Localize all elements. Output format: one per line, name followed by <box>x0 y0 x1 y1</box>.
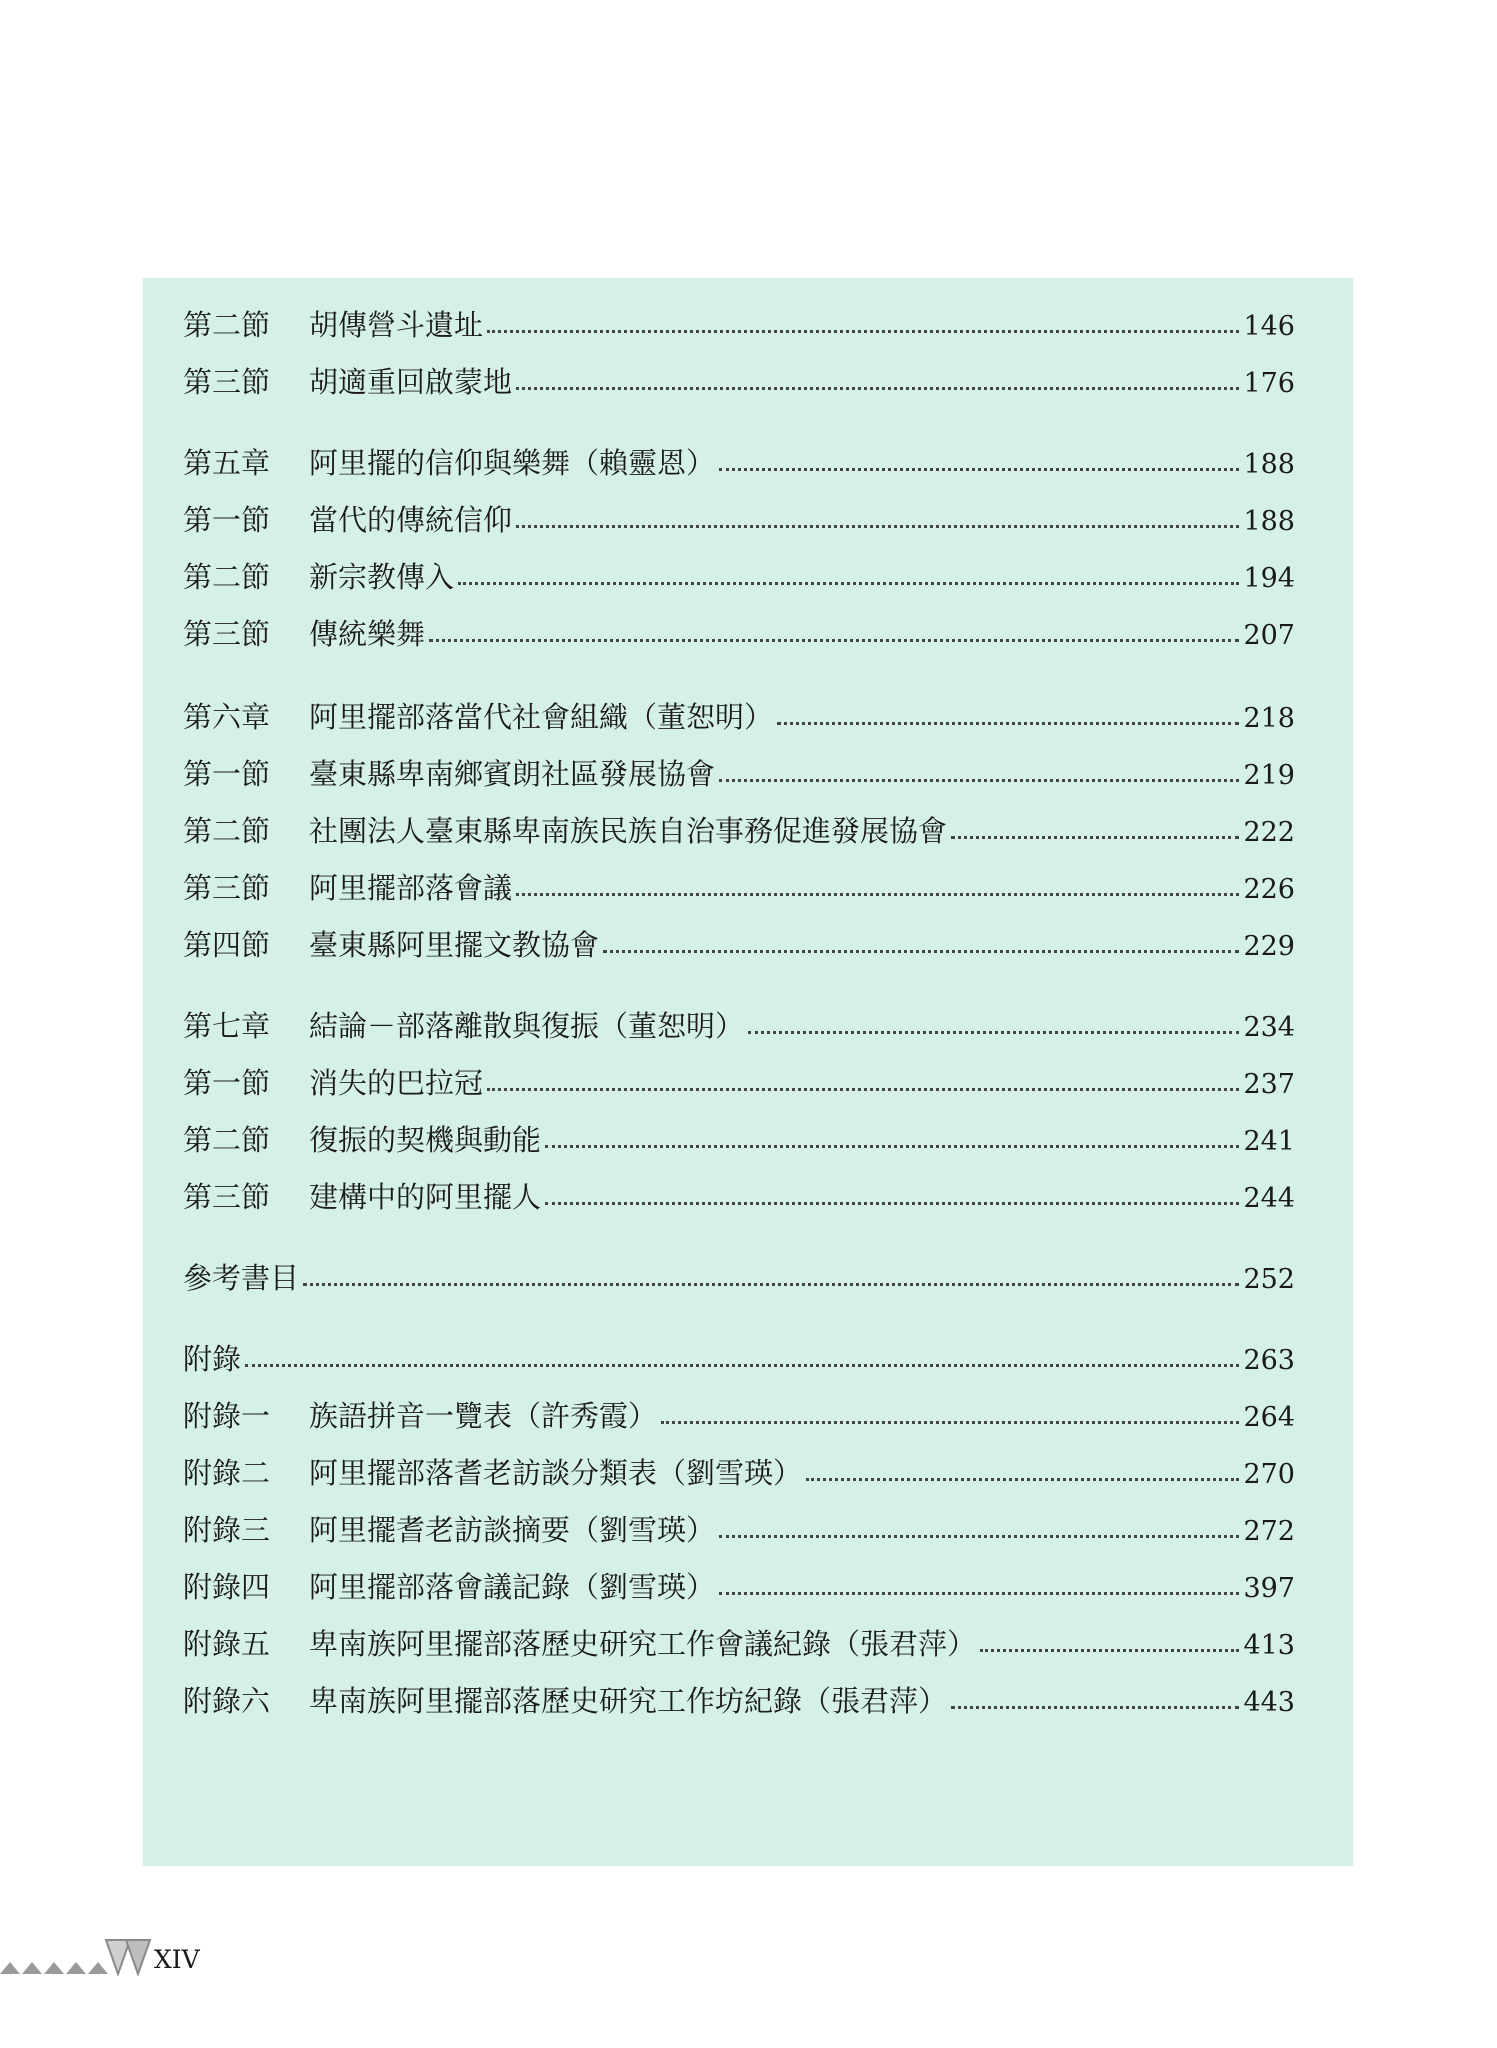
dot-leader <box>806 1478 1239 1481</box>
toc-entry-page: 218 <box>1243 703 1295 734</box>
page-number: XIV <box>154 1945 200 1974</box>
toc-entry-label: 附錄六 <box>183 1684 271 1718</box>
toc-entry-page: 146 <box>1243 311 1295 342</box>
toc-entry-title: 傳統樂舞 <box>309 617 426 651</box>
toc-entry-page: 272 <box>1243 1516 1295 1547</box>
toc-entry-page: 237 <box>1243 1069 1295 1100</box>
toc-entry-page: 188 <box>1243 449 1295 480</box>
toc-entry[interactable] <box>183 1613 1295 1659</box>
toc-entry-page: 222 <box>1243 817 1295 848</box>
toc-entry-title: 臺東縣阿里擺文教協會 <box>309 928 600 962</box>
toc-entry[interactable] <box>183 743 1295 789</box>
toc-entry-title: 結論－部落離散與復振（董恕明） <box>309 1009 745 1043</box>
toc-entry-page: 229 <box>1243 931 1295 962</box>
toc-entry-label: 附錄三 <box>183 1513 271 1547</box>
toc-section-bibliography[interactable] <box>183 1247 1295 1293</box>
toc-entry-title: 卑南族阿里擺部落歷史研究工作會議紀錄（張君萍） <box>309 1627 977 1661</box>
toc-entry-label: 附錄一 <box>183 1399 271 1433</box>
toc-entry-page: 264 <box>1243 1402 1295 1433</box>
dot-leader <box>458 582 1239 585</box>
toc-entry-label: 第二節 <box>183 814 271 848</box>
dot-leader <box>516 525 1239 528</box>
toc-entry[interactable] <box>183 546 1295 592</box>
dot-leader <box>245 1364 1239 1367</box>
dot-leader <box>951 836 1239 839</box>
toc-entry[interactable] <box>183 1385 1295 1431</box>
toc-entry[interactable] <box>183 294 1295 340</box>
toc-section-appendix[interactable] <box>183 1328 1295 1374</box>
toc-entry-label: 附錄二 <box>183 1456 271 1490</box>
toc-entry-page: 252 <box>1243 1264 1295 1295</box>
toc-entry-title: 阿里擺部落會議 <box>309 871 513 905</box>
dot-leader <box>951 1706 1239 1709</box>
dot-leader <box>545 1145 1239 1148</box>
dot-leader <box>429 639 1239 642</box>
toc-entry-page: 244 <box>1243 1183 1295 1214</box>
toc-entry-page: 397 <box>1243 1573 1295 1604</box>
toc-entry-title: 參考書目 <box>183 1261 300 1295</box>
dot-leader <box>516 387 1239 390</box>
toc-entry-label: 第六章 <box>183 700 271 734</box>
toc-entry-title: 新宗教傳入 <box>309 560 455 594</box>
toc-entry[interactable] <box>183 1109 1295 1155</box>
toc-entry-title: 阿里擺部落當代社會組織（董恕明） <box>309 700 774 734</box>
toc-entry-title: 阿里擺的信仰與樂舞（賴靈恩） <box>309 446 716 480</box>
toc-entry-label: 第五章 <box>183 446 271 480</box>
toc-entry-label: 第四節 <box>183 928 271 962</box>
dot-leader <box>980 1649 1239 1652</box>
toc-entry[interactable] <box>183 1556 1295 1602</box>
toc-entry-title: 消失的巴拉冠 <box>309 1066 484 1100</box>
toc-entry-title: 族語拼音一覽表（許秀霞） <box>309 1399 658 1433</box>
toc-chapter[interactable] <box>183 432 1295 478</box>
toc-entry-page: 270 <box>1243 1459 1295 1490</box>
toc-entry[interactable] <box>183 1052 1295 1098</box>
toc-entry[interactable] <box>183 1166 1295 1212</box>
dot-leader <box>748 1031 1239 1034</box>
dot-leader <box>719 1592 1239 1595</box>
dot-leader <box>303 1283 1239 1286</box>
table-of-contents <box>143 278 1353 1866</box>
toc-entry-page: 194 <box>1243 563 1295 594</box>
toc-entry-page: 234 <box>1243 1012 1295 1043</box>
toc-entry-label: 第二節 <box>183 308 271 342</box>
toc-entry-title: 阿里擺部落會議記錄（劉雪瑛） <box>309 1570 716 1604</box>
toc-entry[interactable] <box>183 857 1295 903</box>
dot-leader <box>777 722 1239 725</box>
toc-entry[interactable] <box>183 1670 1295 1716</box>
toc-entry-title: 當代的傳統信仰 <box>309 503 513 537</box>
toc-entry-label: 第三節 <box>183 617 271 651</box>
toc-entry-page: 207 <box>1243 620 1295 651</box>
triangle-pattern-icon <box>0 1936 152 1976</box>
toc-entry-page: 413 <box>1243 1630 1295 1661</box>
toc-entry-label: 附錄五 <box>183 1627 271 1661</box>
toc-entry-label: 第三節 <box>183 365 271 399</box>
toc-chapter[interactable] <box>183 995 1295 1041</box>
toc-entry-label: 第二節 <box>183 560 271 594</box>
toc-entry[interactable] <box>183 914 1295 960</box>
dot-leader <box>661 1421 1239 1424</box>
toc-entry-title: 社團法人臺東縣卑南族民族自治事務促進發展協會 <box>309 814 948 848</box>
toc-entry-label: 第三節 <box>183 871 271 905</box>
toc-entry-title: 復振的契機與動能 <box>309 1123 542 1157</box>
dot-leader <box>719 1535 1239 1538</box>
dot-leader <box>719 468 1239 471</box>
toc-entry-label: 附錄四 <box>183 1570 271 1604</box>
toc-entry-title: 胡適重回啟蒙地 <box>309 365 513 399</box>
toc-entry-page: 188 <box>1243 506 1295 537</box>
toc-entry-label: 第一節 <box>183 1066 271 1100</box>
toc-entry-title: 臺東縣卑南鄉賓朗社區發展協會 <box>309 757 716 791</box>
toc-entry-label: 第一節 <box>183 503 271 537</box>
toc-entry-page: 176 <box>1243 368 1295 399</box>
page-footer <box>0 1936 200 1976</box>
toc-entry-label: 第二節 <box>183 1123 271 1157</box>
toc-entry[interactable] <box>183 603 1295 649</box>
dot-leader <box>516 893 1239 896</box>
toc-chapter[interactable] <box>183 686 1295 732</box>
toc-entry-page: 263 <box>1243 1345 1295 1376</box>
toc-entry-page: 443 <box>1243 1687 1295 1718</box>
toc-entry-title: 附錄 <box>183 1342 242 1376</box>
toc-entry-title: 阿里擺耆老訪談摘要（劉雪瑛） <box>309 1513 716 1547</box>
dot-leader <box>603 950 1239 953</box>
toc-entry[interactable] <box>183 1499 1295 1545</box>
toc-entry-title: 建構中的阿里擺人 <box>309 1180 542 1214</box>
dot-leader <box>487 330 1239 333</box>
toc-entry[interactable] <box>183 1442 1295 1488</box>
dot-leader <box>545 1202 1239 1205</box>
toc-entry-page: 241 <box>1243 1126 1295 1157</box>
dot-leader <box>487 1088 1239 1091</box>
toc-entry[interactable] <box>183 351 1295 397</box>
toc-entry-label: 第三節 <box>183 1180 271 1214</box>
toc-entry-title: 阿里擺部落耆老訪談分類表（劉雪瑛） <box>309 1456 803 1490</box>
toc-entry-label: 第一節 <box>183 757 271 791</box>
toc-entry-title: 卑南族阿里擺部落歷史研究工作坊紀錄（張君萍） <box>309 1684 948 1718</box>
toc-entry-title: 胡傳營斗遺址 <box>309 308 484 342</box>
toc-entry-label: 第七章 <box>183 1009 271 1043</box>
dot-leader <box>719 779 1239 782</box>
toc-entry[interactable] <box>183 800 1295 846</box>
toc-entry-page: 219 <box>1243 760 1295 791</box>
toc-entry[interactable] <box>183 489 1295 535</box>
toc-entry-page: 226 <box>1243 874 1295 905</box>
